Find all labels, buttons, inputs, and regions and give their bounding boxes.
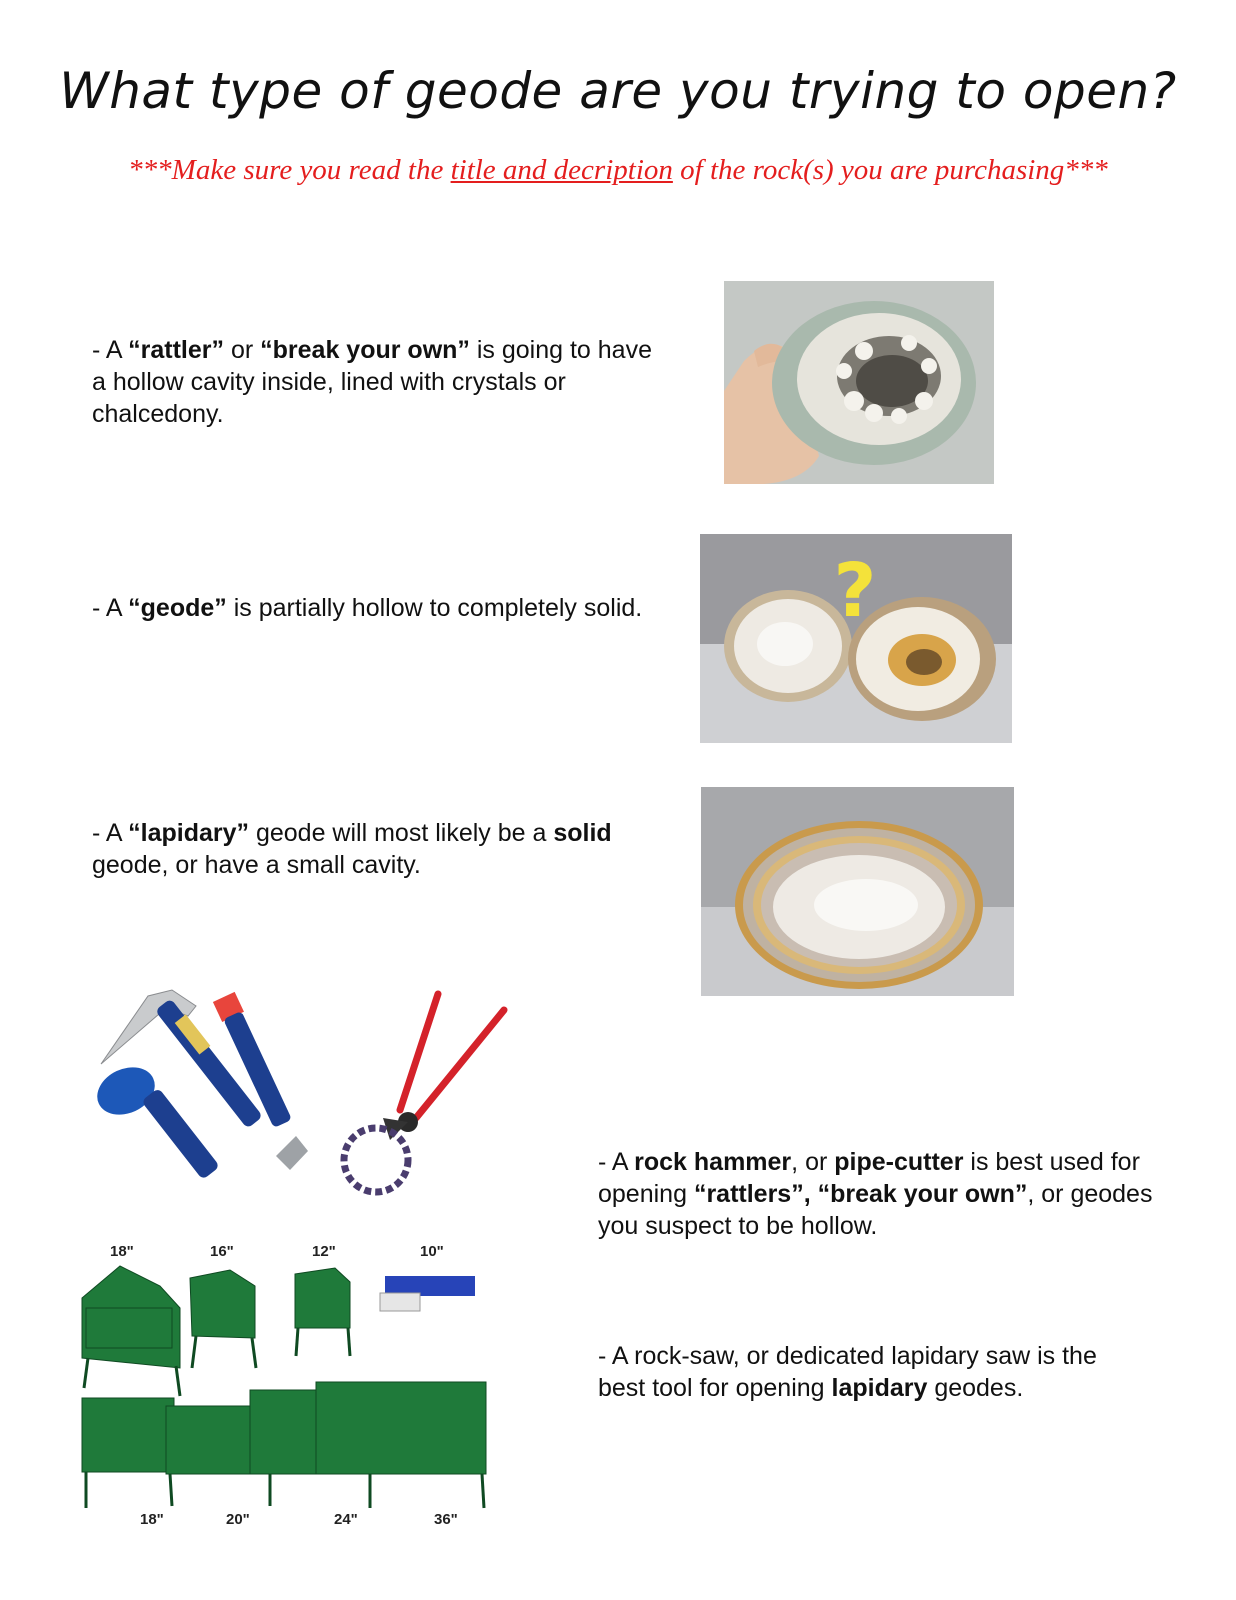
text: , or geodes you suspect to be hollow. [598, 1180, 1153, 1240]
text: is best used for opening [598, 1148, 1140, 1208]
text: - A rock-saw, or dedicated lapidary saw is the best tool for opening [598, 1342, 1097, 1402]
term-lapidary: “lapidary” [128, 819, 250, 847]
text: or [224, 336, 261, 364]
text: geodes. [927, 1374, 1024, 1402]
lapidary-description [92, 817, 672, 881]
text: - A [598, 1148, 635, 1176]
rock-hammers-photo [96, 986, 316, 1194]
warning-suffix: of the rock(s) you are purchasing*** [672, 154, 1108, 186]
text: geode, or have a small cavity. [92, 851, 421, 879]
saw-size-label: 24" [334, 1511, 358, 1528]
saw-size-label: 20" [226, 1511, 250, 1528]
saw-size-label: 16" [210, 1243, 234, 1260]
term-rattlers-break-your-own: “rattlers”, “break your own” [693, 1180, 1028, 1208]
term-rock-hammer: rock hammer [634, 1148, 792, 1176]
saw-size-label: 36" [434, 1511, 458, 1528]
text: is partially hollow to completely solid. [226, 594, 643, 622]
pipe-cutter-photo [328, 990, 508, 1206]
saw-size-label: 12" [312, 1243, 336, 1260]
lapidary-geode-photo [701, 787, 1014, 996]
warning-prefix: ***Make sure you read the [128, 154, 451, 186]
saw-size-label: 18" [140, 1511, 164, 1528]
text: is going to have a hollow cavity inside, lined with crystals or chalcedony. [92, 336, 652, 428]
rock-saws-photo [80, 1238, 492, 1528]
geode-halves-photo [700, 534, 1012, 743]
saw-size-label: 18" [110, 1243, 134, 1260]
geode-description [92, 592, 662, 624]
rattler-geode-photo [724, 281, 994, 484]
text: geode will most likely be a [249, 819, 554, 847]
purchase-warning [0, 154, 1236, 187]
saw-size-label: 10" [420, 1243, 444, 1260]
rattler-description [92, 334, 672, 430]
term-geode: “geode” [128, 594, 227, 622]
text: - A [92, 819, 129, 847]
title-description-link-text: title and decription [450, 154, 673, 186]
term-lapidary: lapidary [831, 1374, 928, 1402]
hammer-description [598, 1146, 1158, 1242]
text: - A [92, 594, 129, 622]
saw-description [598, 1340, 1138, 1404]
term-break-your-own: “break your own” [260, 336, 470, 364]
term-pipe-cutter: pipe-cutter [834, 1148, 964, 1176]
page-title: What type of geode are you trying to open? [59, 62, 1177, 120]
text: - A [92, 336, 129, 364]
term-rattler: “rattler” [128, 336, 225, 364]
term-solid: solid [553, 819, 612, 847]
question-mark: ? [833, 548, 877, 634]
text: , or [791, 1148, 835, 1176]
